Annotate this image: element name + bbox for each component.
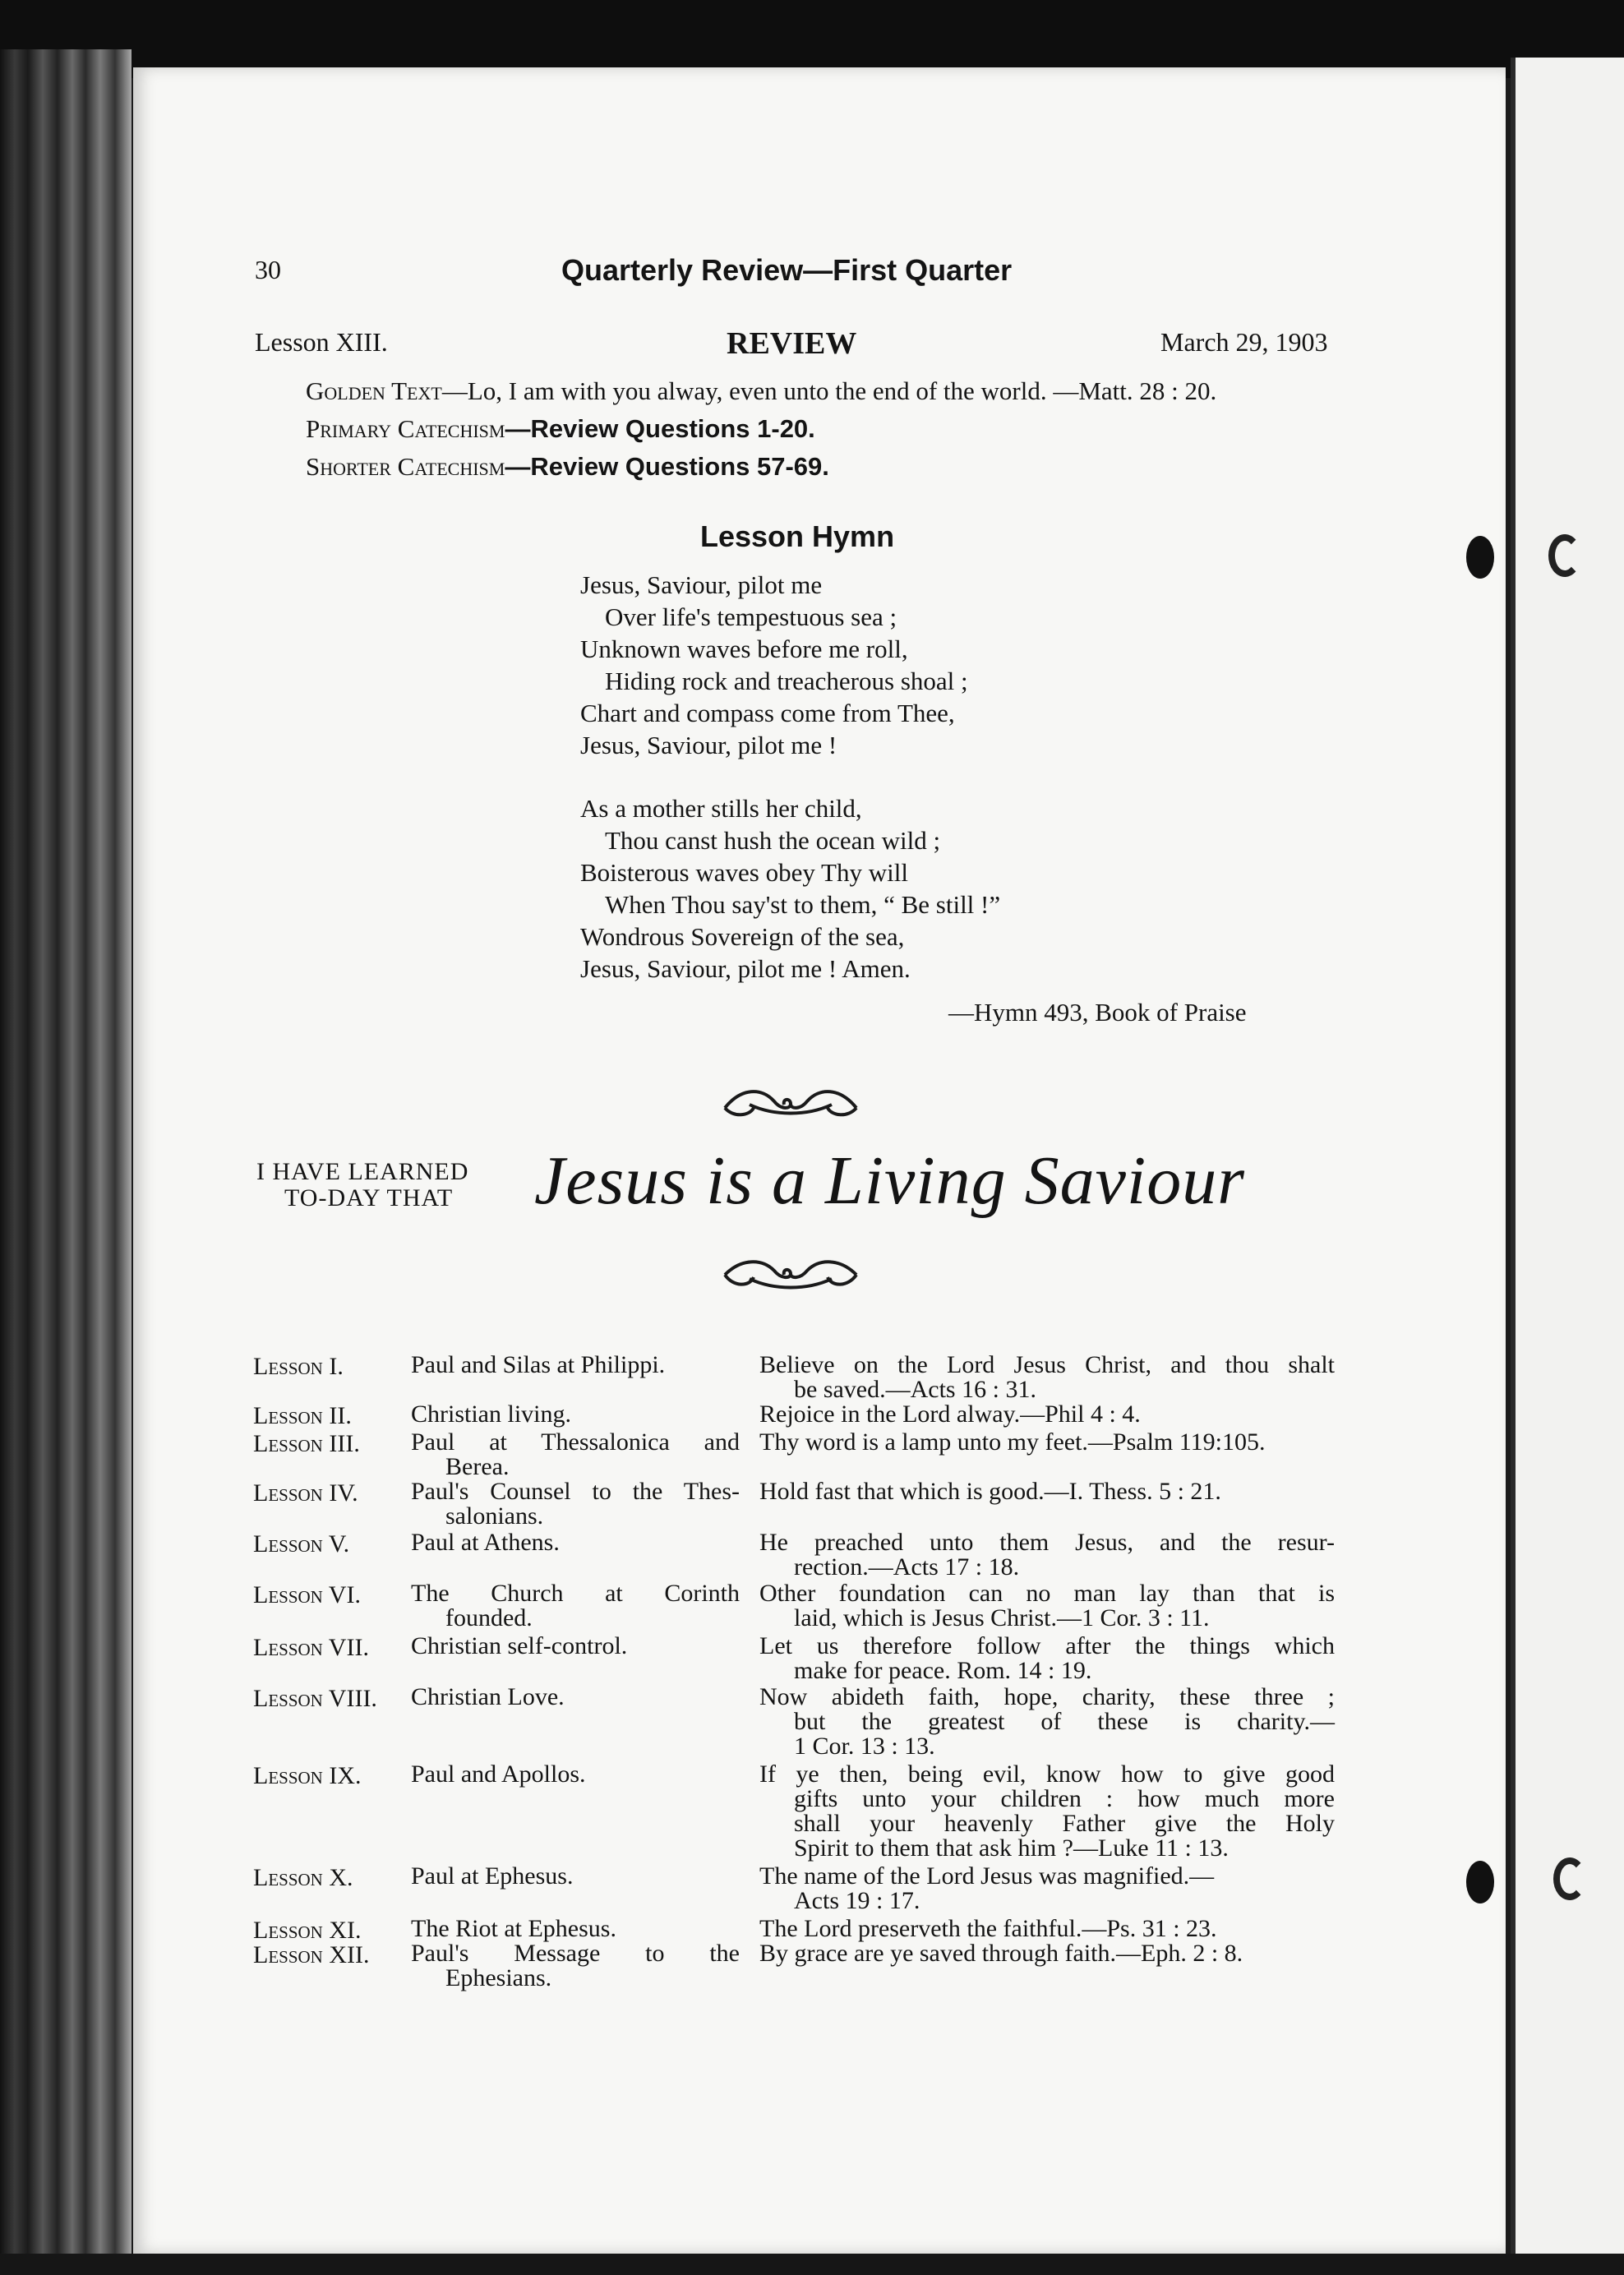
scan-bottom-edge bbox=[0, 2254, 1624, 2275]
lesson-title-line: Paul's Counsel to the Thes- bbox=[411, 1478, 740, 1505]
lesson-number: Lesson VI. bbox=[253, 1581, 361, 1608]
lesson-title-line: Paul at Ephesus. bbox=[411, 1862, 574, 1890]
hymn-line: Chart and compass come from Thee, bbox=[580, 699, 955, 727]
lesson-title bbox=[411, 1402, 740, 1427]
page-number: 30 bbox=[255, 255, 281, 284]
lesson-text bbox=[759, 1685, 1335, 1759]
review-heading: REVIEW bbox=[727, 326, 857, 361]
primary-catechism-value: —Review Questions 1-20. bbox=[505, 414, 815, 443]
lesson-number: Lesson XI. bbox=[253, 1917, 362, 1944]
lesson-text-line: rection.—Acts 17 : 18. bbox=[794, 1553, 1020, 1581]
lesson-text-line: Other foundation can no man lay than that is bbox=[759, 1580, 1335, 1607]
lesson-text-line: Now abideth faith, hope, charity, these three ; bbox=[759, 1683, 1335, 1710]
lesson-text-line: Rejoice in the Lord alway.—Phil 4 : 4. bbox=[759, 1401, 1141, 1428]
lesson-text-line: Hold fast that which is good.—I. Thess. 5 : 21. bbox=[759, 1478, 1221, 1505]
lesson-title bbox=[411, 1685, 740, 1710]
hymn-line: As a mother stills her child, bbox=[580, 794, 862, 823]
facing-page-edge bbox=[1511, 58, 1624, 2275]
lesson-text-line: Acts 19 : 17. bbox=[794, 1887, 920, 1914]
lesson-number: Lesson XII. bbox=[253, 1941, 370, 1968]
lesson-title-line: Christian living. bbox=[411, 1401, 571, 1428]
lesson-text bbox=[759, 1430, 1335, 1455]
punch-hole bbox=[1466, 1861, 1494, 1904]
hymn-line: Jesus, Saviour, pilot me ! Amen. bbox=[580, 954, 911, 983]
lesson-title-line: Ephesians. bbox=[445, 1964, 552, 1991]
lesson-text-line: gifts unto your children : how much more bbox=[794, 1785, 1335, 1812]
lesson-title bbox=[411, 1581, 740, 1631]
shorter-catechism-label: Shorter Catechism bbox=[306, 452, 505, 481]
lesson-text-line: The Lord preserveth the faithful.—Ps. 31 : 23. bbox=[759, 1915, 1217, 1942]
hymn-line: Over life's tempestuous sea ; bbox=[605, 602, 897, 631]
lesson-number: Lesson III. bbox=[253, 1430, 360, 1457]
lesson-text bbox=[759, 1762, 1335, 1861]
flourish-ornament bbox=[717, 1083, 865, 1124]
lesson-title-line: The Riot at Ephesus. bbox=[411, 1915, 616, 1942]
lesson-title-line: Christian Love. bbox=[411, 1683, 565, 1710]
flourish-ornament bbox=[717, 1254, 865, 1295]
hymn-line: Jesus, Saviour, pilot me bbox=[580, 570, 823, 599]
lesson-number: Lesson V. bbox=[253, 1530, 350, 1557]
lesson-number: Lesson II. bbox=[253, 1402, 352, 1429]
hymn-line: Wondrous Sovereign of the sea, bbox=[580, 922, 905, 951]
lesson-text-line: Believe on the Lord Jesus Christ, and thou shalt bbox=[759, 1351, 1335, 1378]
lesson-title bbox=[411, 1941, 740, 1991]
learned-label-line1: I HAVE LEARNED bbox=[256, 1158, 469, 1185]
lesson-text-line: be saved.—Acts 16 : 31. bbox=[794, 1376, 1036, 1403]
lesson-text-line: He preached unto them Jesus, and the resur- bbox=[759, 1529, 1335, 1556]
lesson-text bbox=[759, 1479, 1335, 1504]
lesson-text bbox=[759, 1530, 1335, 1580]
lesson-text-line: Thy word is a lamp unto my feet.—Psalm 119:105. bbox=[759, 1428, 1266, 1456]
lesson-text bbox=[759, 1864, 1335, 1913]
punch-hole bbox=[1466, 536, 1494, 579]
lesson-text bbox=[759, 1917, 1335, 1941]
lesson-text-line: make for peace. Rom. 14 : 19. bbox=[794, 1657, 1092, 1684]
golden-text-label: Golden Text bbox=[306, 376, 442, 405]
shorter-catechism-value: —Review Questions 57-69. bbox=[505, 452, 829, 481]
lesson-text-line: The name of the Lord Jesus was magnified.— bbox=[759, 1862, 1215, 1890]
book-spine-edges bbox=[0, 49, 131, 2275]
learned-label-line2: TO-DAY THAT bbox=[284, 1184, 454, 1211]
lesson-text bbox=[759, 1353, 1335, 1402]
scan-top-edge bbox=[0, 0, 1624, 78]
lesson-title-line: The Church at Corinth bbox=[411, 1580, 740, 1607]
lesson-text-line: Spirit to them that ask him ?—Luke 11 : 13. bbox=[794, 1834, 1229, 1862]
hymn-attribution: —Hymn 493, Book of Praise bbox=[948, 998, 1247, 1027]
binder-ring bbox=[1553, 1857, 1586, 1900]
lesson-text-line: but the greatest of these is charity.— bbox=[794, 1708, 1335, 1735]
lesson-text-line: Let us therefore follow after the things which bbox=[759, 1632, 1335, 1659]
lesson-text-line: By grace are ye saved through faith.—Eph. 2 : 8. bbox=[759, 1940, 1243, 1967]
lesson-title-line: founded. bbox=[445, 1604, 533, 1631]
lesson-number: Lesson X. bbox=[253, 1864, 353, 1891]
lesson-number: Lesson XIII. bbox=[255, 327, 388, 357]
lesson-number: Lesson I. bbox=[253, 1353, 344, 1380]
lesson-title bbox=[411, 1430, 740, 1479]
lesson-title-line: salonians. bbox=[445, 1502, 544, 1530]
hymn-line: When Thou say'st to them, “ Be still !” bbox=[605, 890, 1001, 919]
lesson-text bbox=[759, 1941, 1335, 1966]
lesson-text-line: 1 Cor. 13 : 13. bbox=[794, 1733, 935, 1760]
lesson-title bbox=[411, 1917, 740, 1941]
learned-label bbox=[256, 1159, 468, 1211]
shorter-catechism bbox=[306, 452, 829, 482]
lesson-title bbox=[411, 1864, 740, 1889]
lesson-number: Lesson IX. bbox=[253, 1762, 362, 1789]
lesson-text bbox=[759, 1634, 1335, 1683]
lesson-text-line: laid, which is Jesus Christ.—1 Cor. 3 : 11. bbox=[794, 1604, 1210, 1631]
golden-text-value: —Lo, I am with you alway, even unto the end of the world. —Matt. 28 : 20. bbox=[441, 376, 1217, 405]
learned-statement: Jesus is a Living Saviour bbox=[534, 1142, 1245, 1219]
lesson-text bbox=[759, 1402, 1335, 1427]
lesson-date: March 29, 1903 bbox=[1160, 327, 1328, 357]
lesson-number: Lesson VII. bbox=[253, 1634, 369, 1661]
running-title: Quarterly Review—First Quarter bbox=[561, 253, 1013, 287]
lesson-text-line: If ye then, being evil, know how to give good bbox=[759, 1760, 1335, 1788]
lesson-title bbox=[411, 1479, 740, 1529]
lesson-title-line: Paul at Athens. bbox=[411, 1529, 560, 1556]
lesson-number: Lesson IV. bbox=[253, 1479, 358, 1507]
lesson-text-line: shall your heavenly Father give the Holy bbox=[794, 1810, 1335, 1837]
hymn-line: Thou canst hush the ocean wild ; bbox=[605, 826, 941, 855]
lesson-text bbox=[759, 1581, 1335, 1631]
primary-catechism bbox=[306, 414, 815, 444]
hymn-title: Lesson Hymn bbox=[700, 519, 895, 553]
lesson-title-line: Paul and Silas at Philippi. bbox=[411, 1351, 666, 1378]
lesson-title-line: Paul's Message to the bbox=[411, 1940, 740, 1967]
lesson-title-line: Paul and Apollos. bbox=[411, 1760, 586, 1788]
lesson-title bbox=[411, 1530, 740, 1555]
primary-catechism-label: Primary Catechism bbox=[306, 414, 505, 443]
binder-ring bbox=[1548, 534, 1581, 577]
hymn-line: Boisterous waves obey Thy will bbox=[580, 858, 908, 887]
lesson-title bbox=[411, 1762, 740, 1787]
hymn-line: Hiding rock and treacherous shoal ; bbox=[605, 667, 968, 695]
hymn-line: Jesus, Saviour, pilot me ! bbox=[580, 731, 837, 759]
hymn-line: Unknown waves before me roll, bbox=[580, 635, 908, 663]
lesson-title-line: Paul at Thessalonica and bbox=[411, 1428, 740, 1456]
golden-text bbox=[306, 376, 1216, 406]
lesson-title bbox=[411, 1353, 740, 1377]
lesson-number: Lesson VIII. bbox=[253, 1685, 377, 1712]
lesson-title-line: Christian self-control. bbox=[411, 1632, 628, 1659]
lesson-title bbox=[411, 1634, 740, 1659]
lesson-title-line: Berea. bbox=[445, 1453, 510, 1480]
